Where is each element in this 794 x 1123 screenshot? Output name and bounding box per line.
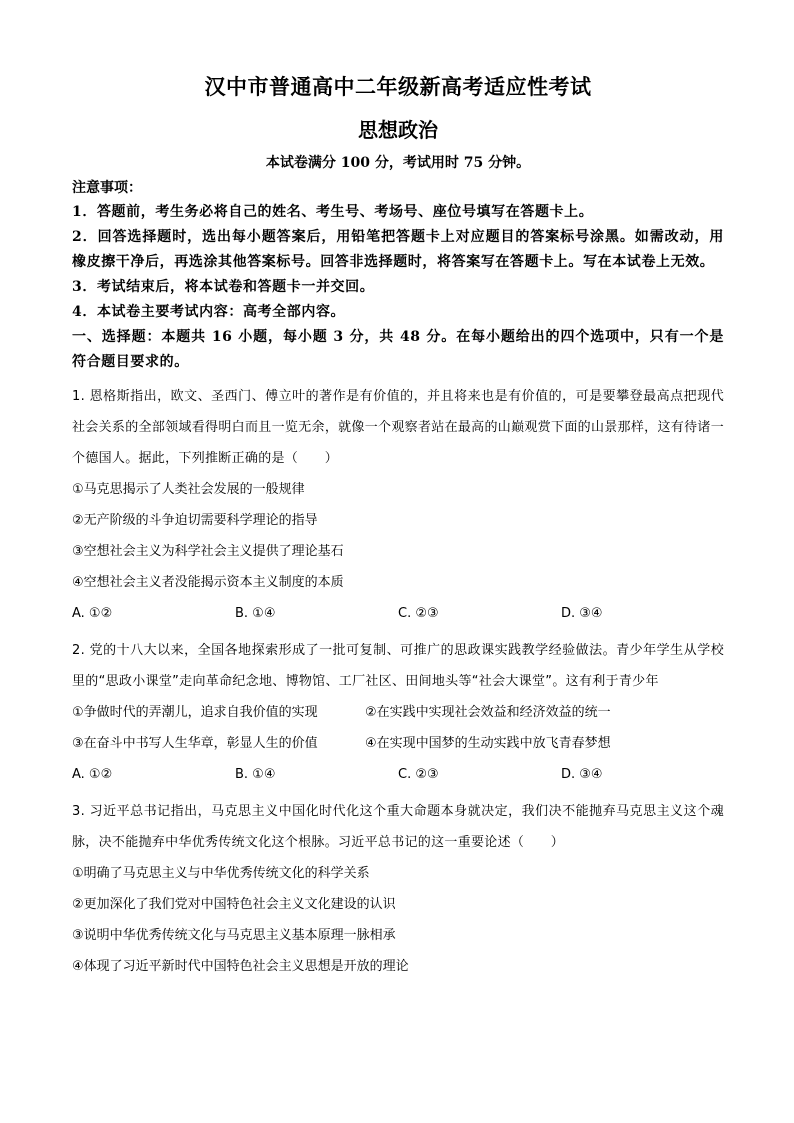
notes-heading: 注意事项： — [72, 180, 142, 196]
option-c: C. ②③ — [398, 767, 439, 782]
option-c: C. ②③ — [398, 606, 439, 621]
exam-page — [72, 64, 724, 982]
answer-options — [72, 598, 724, 629]
option-b: B. ①④ — [235, 767, 276, 782]
option-a: A. ①② — [72, 767, 113, 782]
note-item-3: 3．考试结束后，将本试卷和答题卡一并交回。 — [72, 279, 375, 295]
question-stem: 1. 恩格斯指出，欧文、圣西门、傅立叶的著作是有价值的，并且将来也是有价值的，可是要攀登最高点把现代社会关系的全部领域看得明白而且一览无余，就像一个观察者站在最高的山巅观赏下面的山景那样，这有待诸一个德国人。据此，下列推断正确的是（ ） — [72, 389, 724, 466]
statement-1: ①争做时代的弄潮儿，追求自我价值的实现 — [72, 705, 318, 720]
statement-4: ④在实现中国梦的生动实践中放飞青春梦想 — [365, 736, 611, 751]
statement-1: ①马克思揭示了人类社会发展的一般规律 — [72, 482, 305, 497]
statement-4: ④空想社会主义者没能揭示资本主义制度的本质 — [72, 575, 344, 590]
statement-2: ②无产阶级的斗争迫切需要科学理论的指导 — [72, 513, 318, 528]
answer-options — [72, 759, 724, 790]
note-item-4: 4．本试卷主要考试内容：高考全部内容。 — [72, 304, 346, 320]
statement-4: ④体现了习近平新时代中国特色社会主义思想是开放的理论 — [72, 959, 409, 974]
question-2 — [72, 635, 724, 790]
statement-1: ①明确了马克思主义与中华优秀传统文化的科学关系 — [72, 866, 370, 881]
question-3 — [72, 796, 724, 982]
statement-2: ②更加深化了我们党对中国特色社会主义文化建设的认识 — [72, 897, 396, 912]
option-a: A. ①② — [72, 606, 113, 621]
question-1 — [72, 381, 724, 629]
statement-row — [72, 728, 724, 759]
option-b: B. ①④ — [235, 606, 276, 621]
option-d: D. ③④ — [561, 606, 603, 621]
notes-block — [72, 176, 724, 325]
question-stem: 2. 党的十八大以来，全国各地探索形成了一批可复制、可推广的思政课实践教学经验做法。青少年学生从学校里的“思政小课堂”走向革命纪念地、博物馆、工厂社区、田间地头等“社会大课堂”。这有利于青少年 — [72, 643, 724, 689]
statement-3: ③在奋斗中书写人生华章，彰显人生的价值 — [72, 736, 318, 751]
exam-title: 汉中市普通高中二年级新高考适应性考试 — [204, 74, 592, 99]
option-d: D. ③④ — [561, 767, 603, 782]
statement-3: ③说明中华优秀传统文化与马克思主义基本原理一脉相承 — [72, 928, 396, 943]
note-item-2: 2．回答选择题时，选出每小题答案后，用铅笔把答题卡上对应题目的答案标号涂黑。如需改动，用橡皮擦干净后，再选涂其他答案标号。回答非选择题时，将答案写在答题卡上。写在本试卷上无效。 — [72, 229, 724, 270]
subject-title: 思想政治 — [358, 118, 438, 142]
note-item-1: 1．答题前，考生务必将自己的姓名、考生号、考场号、座位号填写在答题卡上。 — [72, 204, 594, 220]
score-time-info: 本试卷满分 100 分，考试用时 75 分钟。 — [265, 155, 531, 171]
statement-3: ③空想社会主义为科学社会主义提供了理论基石 — [72, 544, 344, 559]
section-heading: 一、选择题：本题共 16 小题，每小题 3 分，共 48 分。在每小题给出的四个选项中，只有一个是符合题目要求的。 — [72, 329, 724, 370]
statement-row — [72, 697, 724, 728]
question-stem: 3. 习近平总书记指出，马克思主义中国化时代化这个重大命题本身就决定，我们决不能抛弃马克思主义这个魂脉，决不能抛弃中华优秀传统文化这个根脉。习近平总书记的这一重要论述（ ） — [72, 804, 724, 850]
statement-2: ②在实践中实现社会效益和经济效益的统一 — [365, 705, 611, 720]
